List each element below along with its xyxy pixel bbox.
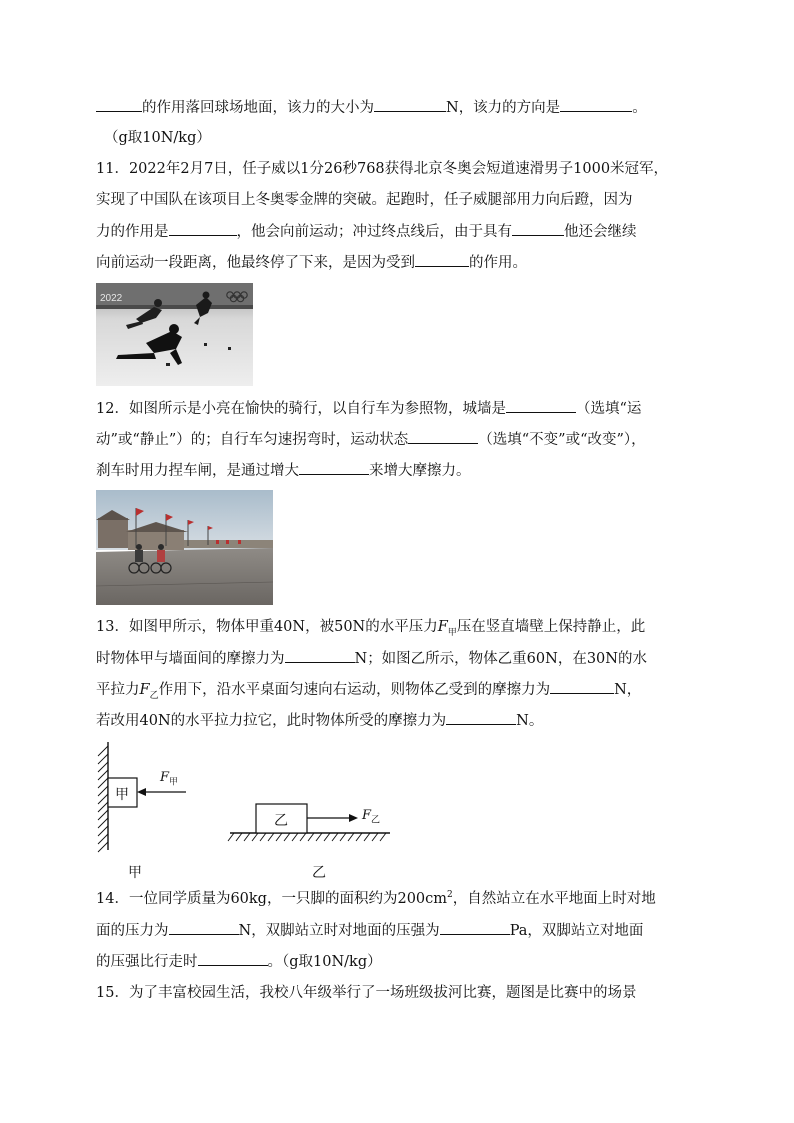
- answer-blank[interactable]: [169, 221, 237, 236]
- q13-line-2: 时物体甲与墙面间的摩擦力为 N；如图乙所示，物体乙重60N，在30N的水: [96, 648, 647, 669]
- q12-line-3: 刹车时用力捏车闸，是通过增大 来增大摩擦力。: [96, 460, 471, 481]
- q15-line-1: 15．为了丰富校园生活，我校八年级举行了一场班级拔河比赛，题图是比赛中的场景: [96, 985, 637, 1001]
- answer-blank[interactable]: [169, 920, 239, 935]
- q11-line-2: 实现了中国队在该项目上冬奥零金牌的突破。起跑时，任子威腿部用力向后蹬，因为: [96, 192, 633, 208]
- answer-blank[interactable]: [560, 97, 632, 112]
- caption-jia: 甲: [128, 865, 142, 881]
- q10-line-1: 的作用落回球场地面，该力的大小为 N，该力的方向是 。: [96, 97, 647, 118]
- q14-line-3: 的压强比行走时 。（g取10N/kg）: [96, 951, 382, 972]
- city-wall-cycling-photo: [96, 490, 273, 605]
- q11-line-3: 力的作用是 ，他会向前运动；冲过终点线后，由于具有 他还会继续: [96, 221, 637, 242]
- q14-line-2: 面的压力为 N，双脚站立时对地面的压强为 Pa，双脚站立对地面: [96, 920, 643, 941]
- answer-blank[interactable]: [96, 97, 142, 112]
- answer-blank[interactable]: [446, 710, 516, 725]
- answer-blank[interactable]: [415, 252, 469, 267]
- answer-blank[interactable]: [285, 648, 355, 663]
- olympic-2022-text: 2022: [100, 293, 123, 304]
- wall-hatching: [98, 746, 108, 852]
- q11-line-1: 11．2022年2月7日，任子威以1分26秒768获得北京冬奥会短道速滑男子1000米冠军，: [96, 161, 669, 177]
- force-yi-label: $F_乙$: [362, 808, 381, 826]
- q13-line-1: 13．如图甲所示，物体甲重40N，被50N的水平压力$F_甲$压在竖直墙壁上保持静止，此: [96, 619, 646, 638]
- box-yi-label: 乙: [274, 813, 288, 829]
- caption-yi: 乙: [312, 865, 326, 881]
- arrow-right-icon: [349, 814, 358, 822]
- q13-line-4: 若改用40N的水平拉力拉它，此时物体所受的摩擦力为 N。: [96, 710, 543, 731]
- answer-blank[interactable]: [506, 398, 576, 413]
- answer-blank[interactable]: [198, 951, 268, 966]
- q10-line-2: （g取10N/kg）: [104, 130, 211, 146]
- q12-line-2: 动”或“静止”）的；自行车匀速拐弯时，运动状态 （选填“不变”或“改变”），: [96, 429, 646, 450]
- force-diagram: [90, 736, 410, 886]
- answer-blank[interactable]: [408, 429, 478, 444]
- arrow-left-icon: [137, 788, 146, 796]
- table-hatching: [228, 833, 386, 841]
- answer-blank[interactable]: [374, 97, 446, 112]
- q13-line-3: 平拉力$F_乙$作用下，沿水平桌面匀速向右运动，则物体乙受到的摩擦力为 N，: [96, 679, 641, 700]
- answer-blank[interactable]: [512, 221, 564, 236]
- answer-blank[interactable]: [299, 460, 369, 475]
- q11-line-4: 向前运动一段距离，他最终停了下来，是因为受到 的作用。: [96, 252, 527, 273]
- answer-blank[interactable]: [550, 679, 614, 694]
- answer-blank[interactable]: [440, 920, 510, 935]
- q14-line-1: 14．一位同学质量为60kg，一只脚的面积约为$200cm^2$，自然站立在水平地面上时对地: [96, 890, 656, 907]
- speed-skating-photo: [96, 283, 253, 386]
- q12-line-1: 12．如图所示是小亮在愉快的骑行，以自行车为参照物，城墙是 （选填“运: [96, 398, 641, 419]
- box-jia-label: 甲: [115, 787, 129, 803]
- force-jia-label: $F_甲$: [160, 770, 179, 788]
